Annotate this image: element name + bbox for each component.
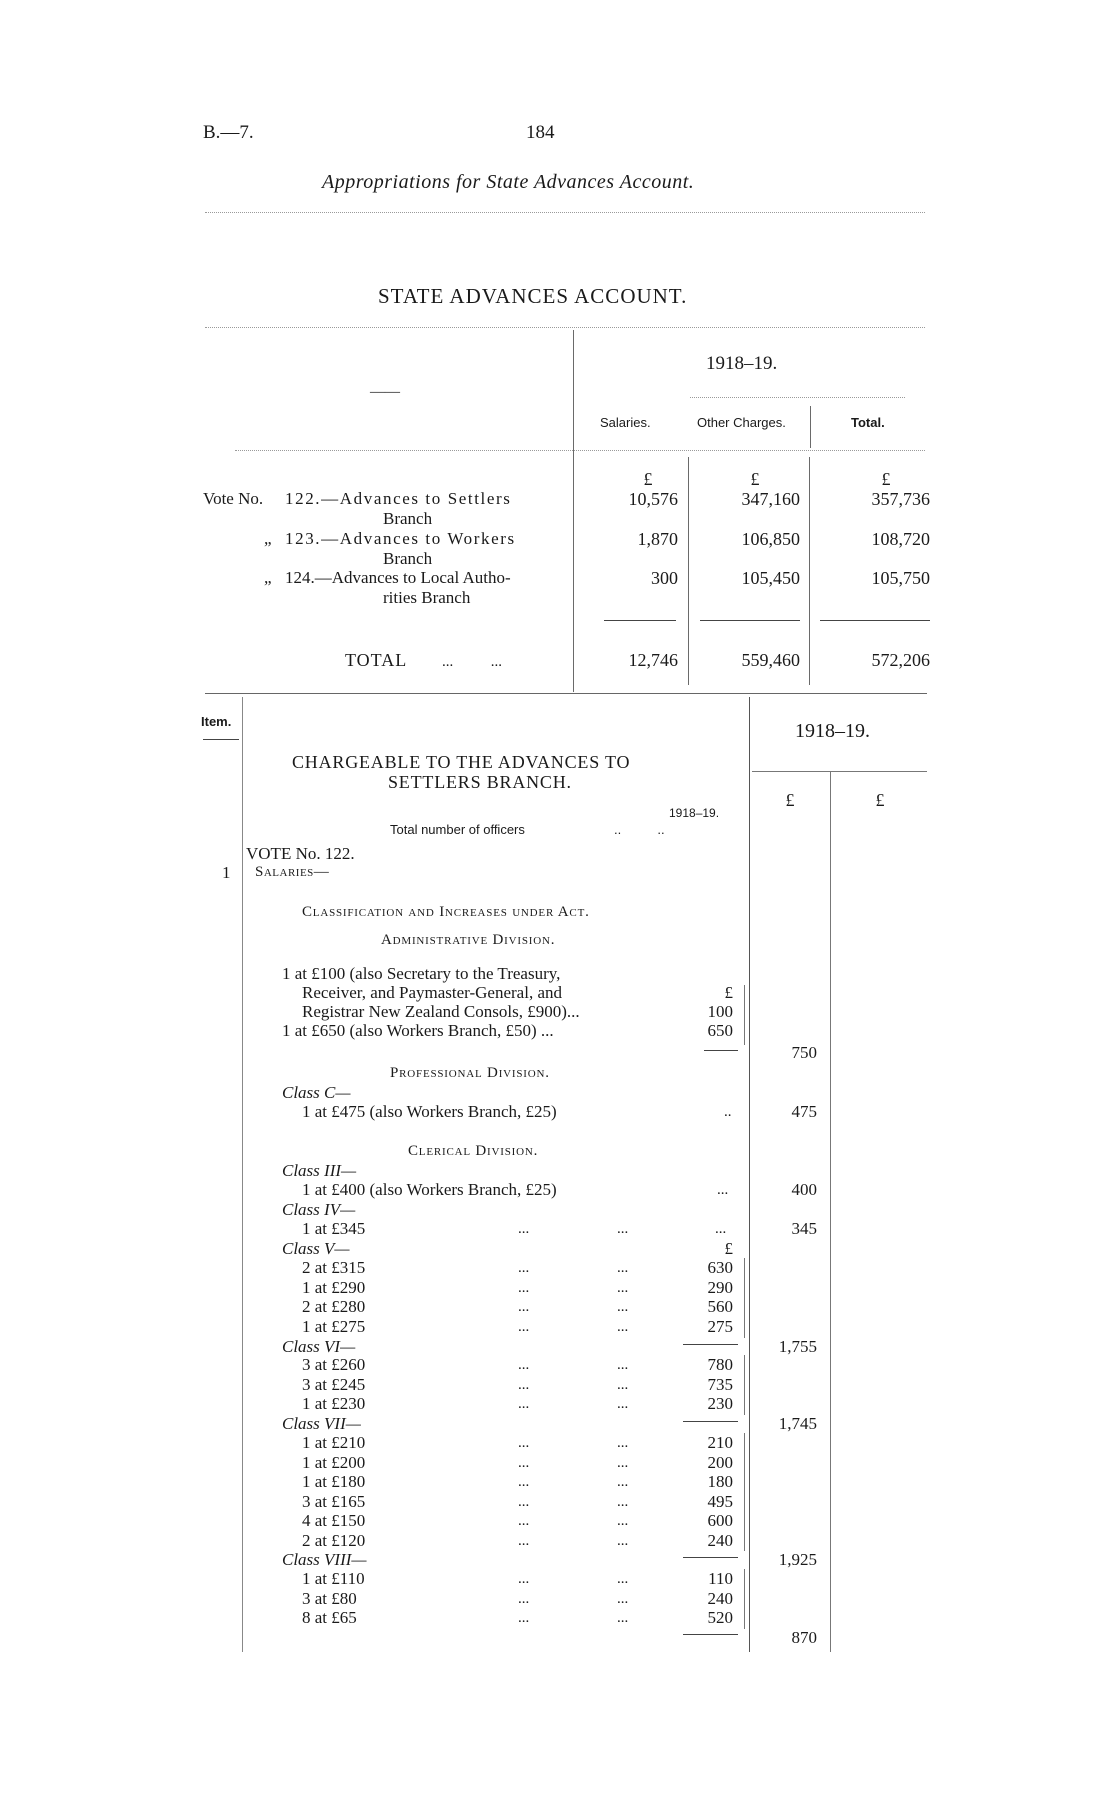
class-vii-row-label: 4 at £150 (302, 1511, 366, 1530)
header-rule (205, 212, 925, 213)
class-vi-row-leader: ... (617, 1377, 629, 1393)
class-viii-row-value: 520 (707, 1608, 733, 1627)
admin-value-2: 650 (707, 1021, 733, 1040)
class-vii-row-label: 2 at £120 (302, 1531, 366, 1550)
class-viii-row-leader: ... (518, 1571, 530, 1587)
class-v-row-value: 290 (707, 1278, 733, 1297)
admin-line-1: 1 at £100 (also Secretary to the Treasury, (282, 964, 561, 983)
admin-line-4: 1 at £650 (also Workers Branch, £50) ... (282, 1021, 554, 1040)
class-v-row-value: 275 (707, 1317, 733, 1336)
class-v-row-value: 560 (707, 1297, 733, 1316)
subtotal-rule-other (700, 620, 800, 621)
class-vii-row-leader: ... (617, 1455, 629, 1471)
class-viii-row-value: 110 (708, 1569, 733, 1588)
summary-total-leader: ... ... (442, 654, 502, 670)
vote-122-salaries: 10,576 (628, 489, 678, 509)
admin-sub-divider (744, 985, 745, 1045)
col-salaries: Salaries. (600, 415, 651, 430)
class-vi-row-leader: ... (617, 1357, 629, 1373)
vote-123-label-cont: Branch (383, 549, 433, 568)
class-v-row-label: 2 at £315 (302, 1258, 366, 1277)
class-vii-row-leader: ... (518, 1474, 530, 1490)
class-vi-row-value: 230 (707, 1394, 733, 1413)
summary-col-divider-2 (809, 457, 810, 685)
class-vi-row-leader: ... (518, 1396, 530, 1412)
class-vii-row-value: 180 (707, 1472, 733, 1491)
class-vi-row-label: 3 at £245 (302, 1375, 366, 1394)
class-viii-row-label: 8 at £65 (302, 1608, 357, 1627)
total-other: 559,460 (741, 650, 800, 670)
page-number: 184 (526, 122, 555, 143)
class-c-heading: Class C— (282, 1083, 351, 1102)
class-v-row-leader: ... (518, 1299, 530, 1315)
class-v-heading: Class V— (282, 1239, 350, 1258)
item-header: Item. (201, 714, 232, 729)
vote-122-total: 357,736 (871, 489, 930, 509)
currency-other: £ (750, 469, 760, 489)
class-iv-leader-1: ... (518, 1221, 530, 1237)
class-vi-row-value: 735 (707, 1375, 733, 1394)
subtotal-rule-total (820, 620, 930, 621)
class-vii-row-value: 495 (707, 1492, 733, 1511)
officers-leader: .. .. (614, 822, 665, 837)
admin-value-1: 100 (707, 1002, 733, 1021)
document-reference: B.—7. (203, 122, 254, 143)
vote-123-total: 108,720 (871, 529, 930, 549)
vote-124-prefix: „ (264, 568, 272, 587)
class-v-total: 1,755 (778, 1337, 817, 1356)
col-other-charges: Other Charges. (697, 415, 786, 430)
class-vii-row-leader: ... (518, 1435, 530, 1451)
vote-prefix: Vote No. (203, 489, 264, 508)
class-vii-row-leader: ... (518, 1455, 530, 1471)
vote-122-other: 347,160 (741, 489, 800, 509)
class-vii-row-leader: ... (617, 1533, 629, 1549)
admin-sub-rule (704, 1050, 738, 1051)
total-total: 572,206 (871, 650, 930, 670)
summary-col-divider-1 (688, 457, 689, 685)
class-iii-heading: Class III— (282, 1161, 357, 1180)
class-v-row-label: 1 at £290 (302, 1278, 366, 1297)
class-vii-row-leader: ... (617, 1494, 629, 1510)
chargeable-heading: CHARGEABLE TO THE ADVANCES TO (292, 752, 631, 772)
total-salaries: 12,746 (628, 650, 678, 670)
class-v-sub-divider (744, 1258, 745, 1338)
col-a-currency: £ (785, 790, 795, 810)
vote-heading: VOTE No. 122. (246, 844, 355, 863)
class-viii-heading: Class VIII— (282, 1550, 367, 1569)
summary-bottom-rule (205, 693, 927, 694)
class-v-row-leader: ... (617, 1319, 629, 1335)
class-vii-row-leader: ... (518, 1513, 530, 1529)
class-vi-row-leader: ... (617, 1396, 629, 1412)
class-v-row-label: 2 at £280 (302, 1297, 366, 1316)
class-vii-row-leader: ... (617, 1513, 629, 1529)
vote-124-label-cont: rities Branch (383, 588, 471, 607)
item-header-rule (203, 739, 239, 740)
administrative-division: Administrative Division. (381, 932, 556, 948)
summary-header-divider (810, 406, 811, 448)
summary-top-rule (205, 327, 925, 328)
class-vii-row-value: 600 (707, 1511, 733, 1530)
class-vi-row-leader: ... (518, 1377, 530, 1393)
class-viii-row-leader: ... (518, 1610, 530, 1626)
inner-year: 1918–19. (669, 806, 720, 820)
class-viii-row-label: 3 at £80 (302, 1589, 357, 1608)
class-iii-leader: ... (717, 1182, 729, 1198)
class-viii-sub-rule (683, 1634, 738, 1635)
summary-title: STATE ADVANCES ACCOUNT. (378, 284, 688, 308)
class-v-row-leader: ... (617, 1280, 629, 1296)
class-vii-row-leader: ... (617, 1435, 629, 1451)
classification-heading: Classification and Increases under Act. (302, 904, 590, 920)
class-v-row-leader: ... (518, 1319, 530, 1335)
class-vi-row-label: 3 at £260 (302, 1355, 366, 1374)
item-column-divider (242, 697, 243, 1652)
class-c-leader: .. (724, 1104, 732, 1120)
class-vii-row-label: 1 at £180 (302, 1472, 366, 1491)
class-vii-row-label: 1 at £200 (302, 1453, 366, 1472)
col-total: Total. (851, 415, 885, 430)
class-vi-row-leader: ... (518, 1357, 530, 1373)
class-viii-row-leader: ... (617, 1591, 629, 1607)
class-vii-row-leader: ... (518, 1533, 530, 1549)
class-c-line: 1 at £475 (also Workers Branch, £25) (302, 1102, 557, 1121)
salaries-heading: Salaries— (255, 864, 330, 880)
vote-123-label: 123.—Advances to Workers (285, 529, 516, 548)
class-iv-total: 345 (791, 1219, 817, 1238)
summary-label-divider (573, 330, 574, 692)
class-iv-line: 1 at £345 (302, 1219, 366, 1238)
vote-122-label-cont: Branch (383, 509, 433, 528)
class-viii-row-leader: ... (617, 1571, 629, 1587)
class-v-row-label: 1 at £275 (302, 1317, 366, 1336)
vote-123-prefix: „ (264, 529, 272, 548)
class-iv-leader-2: ... (617, 1221, 629, 1237)
admin-currency: £ (724, 983, 733, 1002)
summary-dash: —— (370, 384, 400, 400)
class-vii-row-label: 3 at £165 (302, 1492, 366, 1511)
class-v-row-value: 630 (707, 1258, 733, 1277)
class-vii-sub-divider (744, 1433, 745, 1551)
summary-year-rule (690, 397, 905, 398)
summary-year: 1918–19. (706, 353, 778, 374)
class-viii-row-leader: ... (518, 1591, 530, 1607)
admin-line-2: Receiver, and Paymaster-General, and (302, 983, 562, 1002)
class-vi-total: 1,745 (778, 1414, 817, 1433)
chargeable-heading-cont: SETTLERS BRANCH. (388, 772, 572, 792)
class-vi-row-label: 1 at £230 (302, 1394, 366, 1413)
amount-inner-divider (830, 772, 831, 1652)
class-viii-row-leader: ... (617, 1610, 629, 1626)
class-v-sub-rule (683, 1344, 738, 1345)
class-vi-row-value: 780 (707, 1355, 733, 1374)
clerical-division: Clerical Division. (408, 1143, 539, 1159)
currency-salaries: £ (643, 469, 653, 489)
vote-124-total: 105,750 (871, 568, 930, 588)
class-vii-row-label: 1 at £210 (302, 1433, 366, 1452)
class-vii-row-value: 200 (707, 1453, 733, 1472)
class-iii-line: 1 at £400 (also Workers Branch, £25) (302, 1180, 557, 1199)
class-v-currency: £ (724, 1239, 733, 1258)
detail-year-rule (752, 771, 927, 772)
class-c-total: 475 (791, 1102, 817, 1121)
class-v-row-leader: ... (617, 1299, 629, 1315)
class-v-row-leader: ... (518, 1260, 530, 1276)
class-vii-heading: Class VII— (282, 1414, 361, 1433)
class-vii-row-leader: ... (518, 1494, 530, 1510)
admin-line-3: Registrar New Zealand Consols, £900)... (302, 1002, 580, 1021)
class-viii-row-value: 240 (707, 1589, 733, 1608)
class-vii-row-value: 210 (707, 1433, 733, 1452)
class-v-row-leader: ... (518, 1280, 530, 1296)
vote-123-other: 106,850 (741, 529, 800, 549)
class-viii-total: 870 (791, 1628, 817, 1647)
class-iv-leader-3: ... (715, 1221, 727, 1237)
class-vii-total: 1,925 (778, 1550, 817, 1569)
col-b-currency: £ (875, 790, 885, 810)
vote-124-other: 105,450 (741, 568, 800, 588)
class-vii-row-value: 240 (707, 1531, 733, 1550)
vote-124-salaries: 300 (651, 568, 678, 588)
class-vii-row-leader: ... (617, 1474, 629, 1490)
class-viii-row-label: 1 at £110 (302, 1569, 365, 1588)
summary-header-rule (235, 450, 925, 451)
detail-year: 1918–19. (795, 720, 870, 742)
officers-label: Total number of officers (390, 822, 525, 837)
class-iii-total: 400 (791, 1180, 817, 1199)
vote-122-label: 122.—Advances to Settlers (285, 489, 512, 508)
class-vi-sub-rule (683, 1421, 738, 1422)
class-iv-heading: Class IV— (282, 1200, 356, 1219)
class-viii-sub-divider (744, 1569, 745, 1629)
class-vii-sub-rule (683, 1557, 738, 1558)
class-vi-sub-divider (744, 1355, 745, 1415)
class-vi-heading: Class VI— (282, 1337, 356, 1356)
running-title: Appropriations for State Advances Account. (322, 171, 695, 193)
vote-123-salaries: 1,870 (637, 529, 678, 549)
item-number: 1 (222, 863, 231, 882)
currency-total: £ (881, 469, 891, 489)
subtotal-rule-salaries (604, 620, 676, 621)
class-v-row-leader: ... (617, 1260, 629, 1276)
admin-total: 750 (791, 1043, 817, 1062)
professional-division: Professional Division. (390, 1065, 550, 1081)
amount-column-divider (749, 697, 750, 1652)
vote-124-label: 124.—Advances to Local Autho- (285, 568, 511, 587)
summary-total-label: TOTAL (345, 650, 408, 670)
